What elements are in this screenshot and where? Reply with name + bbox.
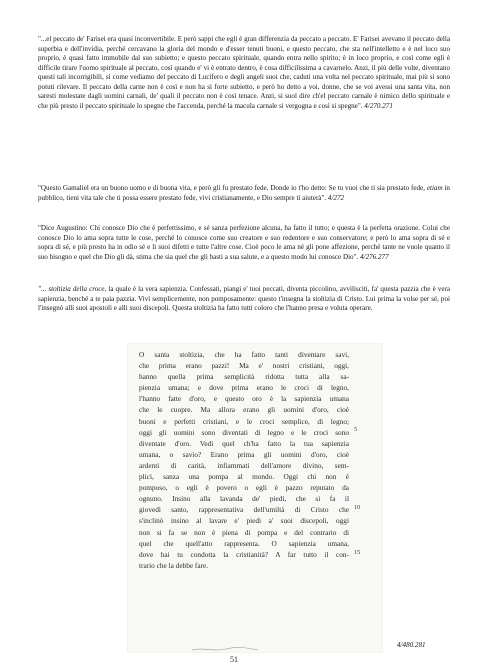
page-number: 51 [230,655,238,664]
clipping-line: pomposo, o egli è povero o egli è pazzo reputato da [139,483,349,493]
citation-ref: 4/276.277 [360,252,389,261]
clipping-text [139,349,349,571]
clipping-line: diventate d'oro. Vedi quel ch'ha fatto la tua sapienzia [139,438,349,448]
clipping-line: ardenti di carità, infiammati dell'amore divino, sem- [139,460,349,470]
clipping-line: dove hai tu condotta la cristianità? A far tutto il con- [139,549,349,559]
citation-ref: 4/270.271 [364,101,393,110]
clipping-citation-ref: 4/480.281 [397,641,426,649]
clipping-line: plici, sanza una pompa al mondo. Oggi chi non è [139,472,349,482]
clipping-line: buoni e perfetti cristiani, e le croci semplice, di legno; [139,416,349,426]
paragraph-text: "...el peccato de' Farisei era quasi inconvertibile. E però sappi che egli è gran differenzia da peccato a peccato. E' Farisei avevano il peccato della superbia e dell'invidia, perché cercavano la gloria del mondo e d'esser tenuti buoni, e questo peccato, che sta nell'intelletto e è nel loco suo proprio, è quasi fatto immobile dal suo subietto; e questo peccato spirituale, quando entra nello spirito; è in loco proprio, e così come egli è difficile tirare l'uomo spirituale al peccato, così quando e' vi è entrato dentro, è cosa difficilissima a cavarnelo. Anzi, il più delle volte, diventano questi tali incorrigibili, sì come vediamo del peccato di Lucifero e degli angeli suoi che, caduti una volta nel peccato spirituale, mai più si sono potuti rilevare. Il peccato della carne non è così e non ha sì forte subietto, e però ho detto a voi, donne, che se voi avessi una santa vita, non saresti molestate dagli uomini carnali, de' quali il peccato non è così tenace. Anzi, si suol dire ch'el peccato carnale è nimico dello spirituale e che più presto il peccato spirituale lo spegne che l'accenda, perché la macula carnale si vergogna e così si spegne". [38,35,450,110]
clipping-line: pienzia umana; e dove prima erano le croci di legno, [139,383,349,393]
paragraph-text: "Dice Augustino: Chi conosce Dio che è perfettissimo, e sé sanza perfezione alcuna, ha fatto il tutto; e questa è la perfetta orazione. Colui che conosce Dio lo ama sopra tutte le cose, perché lo conosce come suo creatore e suo redentore e suo conservatore; e però lo ama sopra di sé e sopra di sé, e più presto ha in odio sé e li suoi difetti e tutte l'altre cose. Cioè poco le ama né gli pone affezione, perché tante ne vuole quanto il suo bisogno e quel che Dio gli dà, stima che sia quel che gli basti a sua salute, e a questo modo lui conosce Dio". [38,224,450,261]
paragraph-text: in pubblico, tieni vita tale che ti possa essere prestato fede, vivi cristianamente, e Dio sempre ti aiuterà". [38,184,450,202]
line-number: 15 [354,549,361,556]
clipping-line: che prima erano pazzi! Ma e' nostri cristiani, oggi, [139,361,349,371]
clipping-line: giovedì santo, rappresentativa dell'umiltà di Cristo che [139,505,349,515]
paragraph-augustino [38,224,450,262]
clipping-line: ognuno. Insino alla lavanda de' piedi, che si fa il [139,494,349,504]
citation-ref: 4/272 [327,193,345,202]
clipping-line: l'hanno fatte d'oro, e questo oro è la sapienzia umana [139,394,349,404]
paragraph-gamaliel [38,184,450,203]
clipping-line: hanno quella prima semplicità ridotta tutta alla sa- [139,372,349,382]
paragraph-text: "Questo Gamaliel era un buono uomo e di buona vita, e però gli fu prestato fede. Donde io t'ho detto: Se tu vuoi che ti sia prestato fede, [38,184,425,192]
clipping-line: che le cuopre. Ma allora erano gli uomini d'oro, cioè [139,405,349,415]
paragraph-text: la quale è la vera sapienzia. Confessati, piangi e' tuoi peccati, diventa piccolino, avvilisciti, fa' questa pazzia che è vera sapienzia, benché a te paia pazzia. Vivi semplicemente, non pomposamente: questo t'insegna la stoltizia di Cristo. Lui prima la volse per sé, poi l'insegnò alli suoi apostoli e alli suoi discepoli. Questa stoltizia ha fatto tutti coloro che l'hanno presa e voluta operare. [38,285,450,313]
clipping-line: s'inclinò insino al lavare e' piedi a' suoi discepoli, oggi [139,516,349,526]
pencil-scribble [190,645,260,653]
line-number: 10 [354,504,361,511]
clipping-line: umana, o savio? Erano prima gli uomini d'oro, cioè [139,449,349,459]
clipping-line: trario che la debbe fare. [139,560,209,570]
paragraph-stoltizia [38,285,450,314]
clipping-line: O santa stoltizia, che ha fatto tanti diventare savi, [139,350,349,359]
italic-phrase: "... stoltizia della croce, [38,285,107,293]
paragraph-farisei [38,35,450,111]
clipping-line: quel che quell'atto rappresenta. O sapienzia umana, [139,538,349,548]
italic-word: etiam [426,184,443,192]
clipping-line: oggi gli uomini sono diventati di legno e le croci sono [139,427,349,437]
quoted-clipping [128,344,382,652]
clipping-line: non si fa se non è piena di pompa e del contrario di [139,527,349,537]
line-number: 5 [354,426,358,433]
